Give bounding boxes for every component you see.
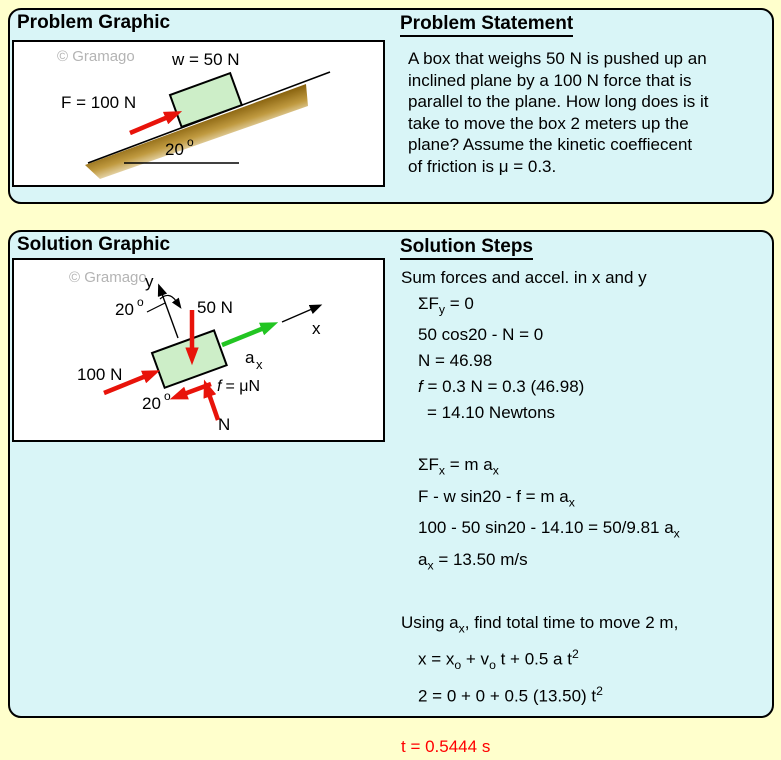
statement-line: parallel to the plane. How long does is it <box>408 92 709 111</box>
angle-top-degree-mark: o <box>137 295 144 309</box>
applied-force-label: F = 100 N <box>61 93 137 112</box>
solution-panel <box>8 230 774 757</box>
problem-graphic-title: Problem Graphic <box>17 12 171 33</box>
solution-steps-text <box>401 265 769 760</box>
statement-line: of friction is μ = 0.3. <box>408 156 557 176</box>
acceleration-label: a <box>245 348 255 367</box>
solution-step-line: 2 = 0 + 0 + 0.5 (13.50) $t^2$ <box>418 684 603 707</box>
solution-step-intro: Sum forces and accel. in x and y <box>401 268 647 287</box>
problem-panel <box>8 8 774 204</box>
x-axis-arrow <box>282 309 312 322</box>
statement-line: inclined plane by a 100 N force that is <box>408 70 692 90</box>
solution-step-line: $x = x_o + v_o$ t + 0.5 a $t^2$ <box>418 647 579 673</box>
solution-graphic-box <box>12 258 385 442</box>
solution-step-line: N = 46.98 <box>418 351 493 371</box>
problem-graphic-box <box>12 40 385 187</box>
x-axis-label: x <box>312 319 321 338</box>
solution-step-line: = 14.10 Newtons <box>427 403 556 423</box>
solution-step-line: $\Sigma F_y = 0$ <box>418 294 474 317</box>
friction-arrow <box>184 384 211 394</box>
problem-statement-text <box>408 48 774 177</box>
weight-label: w = 50 N <box>172 50 240 69</box>
statement-line: A box that weighs 50 N is pushed up an <box>408 49 707 68</box>
solution-step-intro: Using $a_x$, find total time to move 2 m, <box>401 612 679 636</box>
y-axis-label: y <box>145 272 154 291</box>
friction-label: f = μN <box>217 378 261 395</box>
solution-step-line: 100 - 50 sin20 - 14.10 = 50/9.81 $a_x$ <box>418 518 680 541</box>
solution-answer: t = 0.5444 s <box>401 737 491 757</box>
weight-label: 50 N <box>197 298 233 317</box>
solution-step-line: $\Sigma F_x = m$ $a_x$ <box>418 455 499 478</box>
normal-force-label: N <box>218 415 231 434</box>
angle-label: 20 <box>165 140 184 159</box>
statement-line: plane? Assume the kinetic coeffiecent <box>408 135 693 154</box>
acceleration-label-sub: x <box>256 357 263 372</box>
watermark: © Gramago <box>69 269 147 286</box>
statement-line: take to move the box 2 meters up the <box>408 113 689 133</box>
problem-statement-title: Problem Statement <box>400 14 573 37</box>
solution-graphic-title: Solution Graphic <box>17 234 171 255</box>
solution-step-line: F - w sin20 - f = m $a_x$ <box>418 486 575 510</box>
watermark: © Gramago <box>57 48 135 65</box>
angle-bottom-label: 20 <box>142 394 161 413</box>
solution-step-line: f = 0.3 N = 0.3 (46.98) <box>418 377 585 397</box>
angle-leader-line <box>147 303 165 312</box>
problem-diagram <box>14 42 383 185</box>
solution-step-line: 50 cos20 - N = 0 <box>418 325 544 345</box>
angle-bottom-degree-mark: o <box>164 389 171 403</box>
normal-force-arrow <box>209 394 218 420</box>
angle-top-label: 20 <box>115 300 134 319</box>
solution-steps-title: Solution Steps <box>400 237 533 260</box>
free-body-diagram <box>14 260 383 440</box>
solution-step-line: $a_x = 13.50$ m/s <box>418 549 528 572</box>
applied-force-label: 100 N <box>77 365 123 384</box>
acceleration-arrow <box>222 328 264 345</box>
angle-degree-mark: o <box>187 135 194 149</box>
box-free-body <box>152 330 227 387</box>
applied-force-arrow <box>130 117 168 133</box>
